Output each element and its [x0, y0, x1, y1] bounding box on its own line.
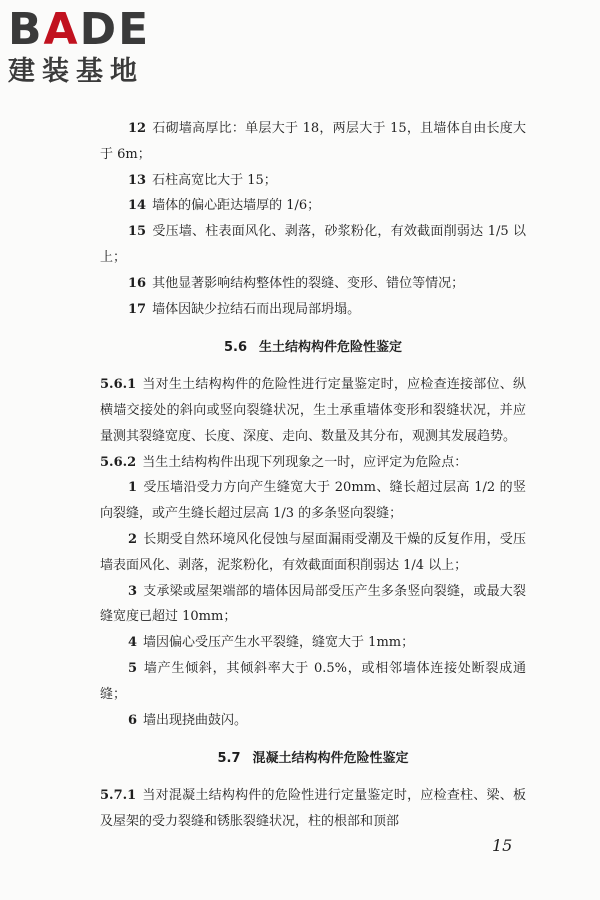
item-text: 石柱高宽比大于 15；	[152, 172, 277, 188]
clause-5-6-2: 5.6.2 当生土结构构件出现下列现象之一时，应评定为危险点：	[100, 454, 468, 470]
list-item	[100, 297, 526, 323]
item-text: 石砌墙高厚比：单层大于 18，两层大于 15，且墙体自由长度大于 6m；	[100, 121, 526, 162]
item-number: 14	[128, 198, 147, 214]
logo-wordmark: BADE	[8, 4, 151, 55]
brand-logo	[8, 6, 150, 88]
list-item	[100, 116, 526, 168]
masonry-items-list	[100, 116, 526, 322]
list-item	[100, 630, 526, 656]
section-heading-5-6: 5.6 生土结构构件危险性鉴定	[223, 340, 403, 356]
list-item	[100, 475, 526, 527]
item-text: 支承梁或屋架端部的墙体因局部受压产生多条竖向裂缝，或最大裂缝宽度已超过 10mm；	[100, 583, 526, 625]
item-text: 长期受自然环境风化侵蚀与屋面漏雨受潮及干燥的反复作用，受压墙表面风化、剥落，泥浆粉化，有效截面面积削弱达 1/4 以上；	[100, 531, 526, 573]
item-number: 16	[128, 275, 147, 291]
item-number: 3	[128, 583, 138, 599]
list-item	[100, 579, 526, 631]
document-body	[100, 116, 526, 835]
item-number: 4	[128, 635, 138, 651]
list-item	[100, 656, 526, 708]
item-number: 13	[128, 172, 147, 188]
logo-subtitle: 建装基地	[8, 56, 144, 87]
item-text: 受压墙、柱表面风化、剥落，砂浆粉化，有效截面削弱达 1/5 以上；	[100, 224, 526, 265]
list-item	[100, 271, 526, 297]
list-item	[100, 168, 526, 194]
item-number: 6	[128, 712, 138, 728]
item-number: 15	[128, 224, 147, 240]
item-text: 受压墙沿受力方向产生缝宽大于 20mm、缝长超过层高 1/2 的竖向裂缝，或产生缝长超过层高 1/3 的多条竖向裂缝；	[100, 480, 526, 522]
item-text: 墙因偏心受压产生水平裂缝，缝宽大于 1mm；	[143, 635, 415, 651]
section-heading-5-7: 5.7 混凝土结构构件危险性鉴定	[217, 751, 409, 767]
item-number: 5	[128, 660, 138, 676]
list-item	[100, 708, 526, 734]
list-item	[100, 193, 526, 219]
page-number: 15	[492, 836, 513, 855]
clause-5-6-1: 5.6.1 当对生土结构构件的危险性进行定量鉴定时，应检查连接部位、纵横墙交接处的斜向或竖向裂缝状况，生土承重墙体变形和裂缝状况，并应量测其裂缝宽度、长度、深度、走向、数量及其分布，观测其发展趋势。	[100, 377, 526, 444]
list-item	[100, 527, 526, 579]
item-number: 12	[128, 121, 147, 136]
item-text: 墙体的偏心距达墙厚的 1/6；	[152, 198, 321, 214]
item-number: 17	[128, 301, 147, 317]
item-text: 墙出现挠曲鼓闪。	[143, 712, 248, 728]
item-number: 2	[128, 531, 138, 547]
item-text: 墙体因缺少拉结石而出现局部坍塌。	[152, 301, 361, 317]
clause-5-7-1: 5.7.1 当对混凝土结构构件的危险性进行定量鉴定时，应检查柱、梁、板及屋架的受力裂缝和锈胀裂缝状况，柱的根部和顶部	[100, 788, 526, 829]
earth-structure-items-list	[100, 475, 526, 733]
item-text: 其他显著影响结构整体性的裂缝、变形、错位等情况；	[152, 275, 465, 291]
item-text: 墙产生倾斜，其倾斜率大于 0.5%，或相邻墙体连接处断裂成通缝；	[100, 660, 526, 702]
item-number: 1	[128, 480, 138, 496]
list-item	[100, 219, 526, 271]
